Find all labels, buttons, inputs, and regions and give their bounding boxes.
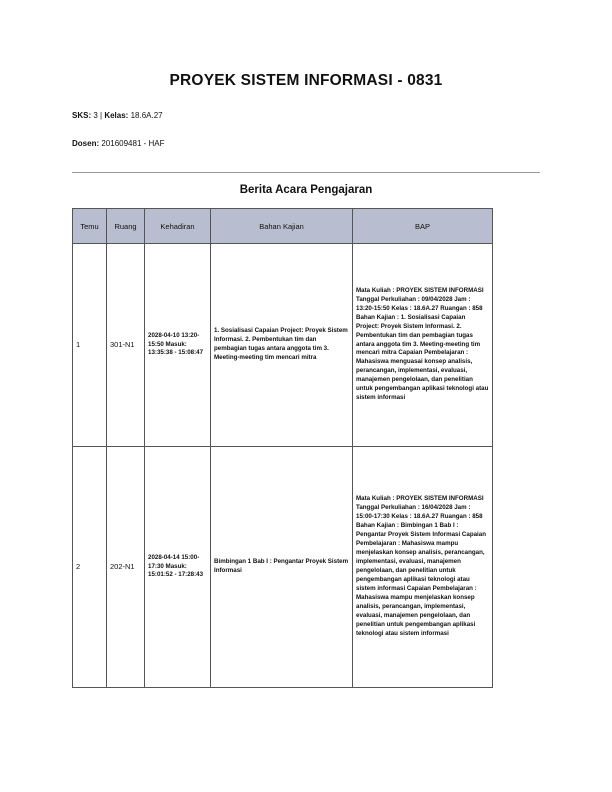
dosen-label: Dosen:: [72, 139, 100, 148]
course-meta: [72, 111, 163, 120]
table-row: [73, 244, 493, 447]
header-bahan-kajian: Bahan Kajian: [211, 209, 353, 244]
table-row: [73, 447, 493, 688]
sks-value: 3 |: [91, 111, 105, 120]
cell-temu: 1: [73, 244, 107, 447]
cell-bahan-kajian: Bimbingan 1 Bab I : Pengantar Proyek Sistem Informasi: [211, 447, 353, 688]
cell-kehadiran: 2028-04-14 15:00-17:30 Masuk: 15:01:52 - 17:28:43: [145, 447, 211, 688]
header-ruang: Ruang: [107, 209, 145, 244]
divider: [72, 172, 540, 173]
cell-temu: 2: [73, 447, 107, 688]
lecturer-meta: [72, 139, 165, 148]
kelas-label: Kelas:: [104, 111, 129, 120]
header-bap: BAP: [353, 209, 493, 244]
bap-table: [72, 208, 493, 688]
kelas-value: 18.6A.27: [128, 111, 163, 120]
dosen-value: 201609481 - HAF: [99, 139, 165, 148]
cell-kehadiran: 2028-04-10 13:20-15:50 Masuk: 13:35:38 - 15:08:47: [145, 244, 211, 447]
sks-label: SKS:: [72, 111, 92, 120]
cell-bap: Mata Kuliah : PROYEK SISTEM INFORMASI Tanggal Perkuliahan : 09/04/2028 Jam : 13:20-15:50 Kelas : 18.6A.27 Ruangan : 858 Bahan Kajian : 1. Sosialisasi Capaian Project: Proyek Sistem Informasi. 2. Pembentukan tim dan pembagian tugas antara anggota tim 3. Meeting-meeting tim mencari mitra Capaian Pembelajaran : Mahasiswa menguasai konsep analisis, perancangan, implementasi, evaluasi, manajemen pengelolaan, dan penelitian untuk pengembangan aplikasi teknologi atau sistem informasi: [353, 244, 493, 447]
cell-bahan-kajian: 1. Sosialisasi Capaian Project: Proyek Sistem Informasi. 2. Pembentukan tim dan pembagian tugas antara anggota tim 3. Meeting-meeting tim mencari mitra: [211, 244, 353, 447]
header-temu: Temu: [73, 209, 107, 244]
section-title: Berita Acara Pengajaran: [239, 184, 373, 196]
cell-ruang: 301-N1: [107, 244, 145, 447]
cell-ruang: 202-N1: [107, 447, 145, 688]
header-kehadiran: Kehadiran: [145, 209, 211, 244]
cell-bap: Mata Kuliah : PROYEK SISTEM INFORMASI Tanggal Perkuliahan : 16/04/2028 Jam : 15:00-17:30 Kelas : 18.6A.27 Ruangan : 858 Bahan Kajian : Bimbingan 1 Bab I : Pengantar Proyek Sistem Informasi Capaian Pembelajaran : Mahasiswa mampu menjelaskan konsep analisis, perancangan, implementasi, evaluasi, manajemen pengelolaan, dan penelitian untuk pengembangan aplikasi teknologi atau sistem informasi Capaian Pembelajaran : Mahasiswa mampu menjelaskan konsep analisis, perancangan, implementasi, evaluasi, manajemen pengelolaan, dan penelitian untuk pengembangan aplikasi teknologi atau sistem informasi: [353, 447, 493, 688]
table-header-row: [73, 209, 493, 244]
page-title: PROYEK SISTEM INFORMASI - 0831: [169, 72, 443, 89]
